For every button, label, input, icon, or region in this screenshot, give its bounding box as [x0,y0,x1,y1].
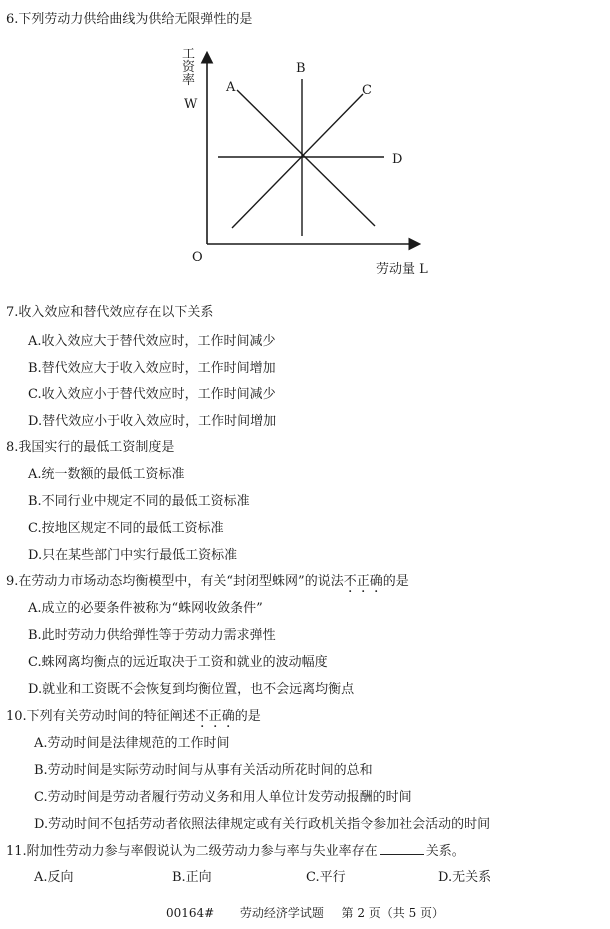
q8-stem: 8.我国实行的最低工资制度是 [6,440,175,455]
q10-emphasis-char-1: 不 [195,709,209,724]
q9-option-c: C.蛛网离均衡点的远近取决于工资和就业的波动幅度 [28,655,328,670]
q7-option-b: B.替代效应大于收入效应时，工作时间增加 [28,361,276,376]
q8-option-c: C.按地区规定不同的最低工资标准 [28,521,224,536]
y-axis-symbol: W [184,97,198,112]
exam-code: 00164# [165,906,215,920]
q9-option-b: B.此时劳动力供给弹性等于劳动力需求弹性 [28,628,276,643]
q11-stem-tail: 关系。 [425,844,465,859]
labor-supply-graph [0,0,610,300]
q10-emphasis-char-2: 正 [208,709,222,724]
q9-stem-lead: 9.在劳动力市场动态均衡模型中，有关“封闭型蛛网”的说法 [6,574,344,589]
q10-stem-lead: 10.下列有关劳动时间的特征阐述 [6,709,196,724]
page-number: 第 2 页（共 5 页） [341,906,445,920]
q11-stem-lead: 11.附加性劳动力参与率假说认为二级劳动力参与率与失业率存在 [6,844,378,859]
q9-emphasis-char-1: 不 [343,574,357,589]
q11-stem [6,840,465,859]
curve-a [237,90,375,226]
q11-option-b: B.正向 [172,870,212,885]
answer-blank [380,842,424,855]
q9-emphasis-char-3: 确 [369,574,383,589]
q9-emphasis-char-2: 正 [356,574,370,589]
y-label-char-1: 工 [182,47,196,62]
q8-option-b: B.不同行业中规定不同的最低工资标准 [28,494,250,509]
exam-title: 劳动经济学试题 [239,906,324,920]
q10-emphasis-char-3: 确 [221,709,235,724]
y-label-char-2: 资 [182,60,196,75]
q8-option-d: D.只在某些部门中实行最低工资标准 [28,548,238,563]
q7-stem: 7.收入效应和替代效应存在以下关系 [6,305,214,320]
q10-stem [6,705,261,724]
q10-option-a: A.劳动时间是法律规范的工作时间 [34,736,230,751]
q8-option-a: A.统一数额的最低工资标准 [28,467,185,482]
q6-stem: 6.下列劳动力供给曲线为供给无限弹性的是 [6,12,253,27]
q7-option-d: D.替代效应小于收入效应时，工作时间增加 [28,414,277,429]
origin-label: O [192,250,203,265]
curve-c [232,94,363,228]
curve-c-label: C [362,83,372,98]
q11-option-a: A.反向 [34,870,74,885]
q10-option-b: B.劳动时间是实际劳动时间与从事有关活动所花时间的总和 [34,763,373,778]
page-footer [0,904,610,921]
curve-a-label: A [226,80,236,95]
q11-option-c: C.平行 [306,870,346,885]
q9-option-d: D.就业和工资既不会恢复到均衡位置，也不会远离均衡点 [28,682,355,697]
q10-stem-tail: 的是 [234,709,261,724]
q7-option-a: A.收入效应大于替代效应时，工作时间减少 [28,334,276,349]
q9-stem [6,570,409,589]
q7-option-c: C.收入效应小于替代效应时，工作时间减少 [28,387,276,402]
q9-stem-tail: 的是 [382,574,409,589]
x-axis-label: 劳动量 L [376,262,428,277]
q11-option-d: D.无关系 [438,870,492,885]
curve-b-label: B [296,61,306,76]
y-label-char-3: 率 [182,73,196,88]
q9-option-a: A.成立的必要条件被称为“蛛网收敛条件” [28,601,263,616]
curve-d-label: D [392,152,403,167]
q10-option-c: C.劳动时间是劳动者履行劳动义务和用人单位计发劳动报酬的时间 [34,790,412,805]
q10-option-d: D.劳动时间不包括劳动者依照法律规定或有关行政机关指令参加社会活动的时间 [34,817,491,832]
